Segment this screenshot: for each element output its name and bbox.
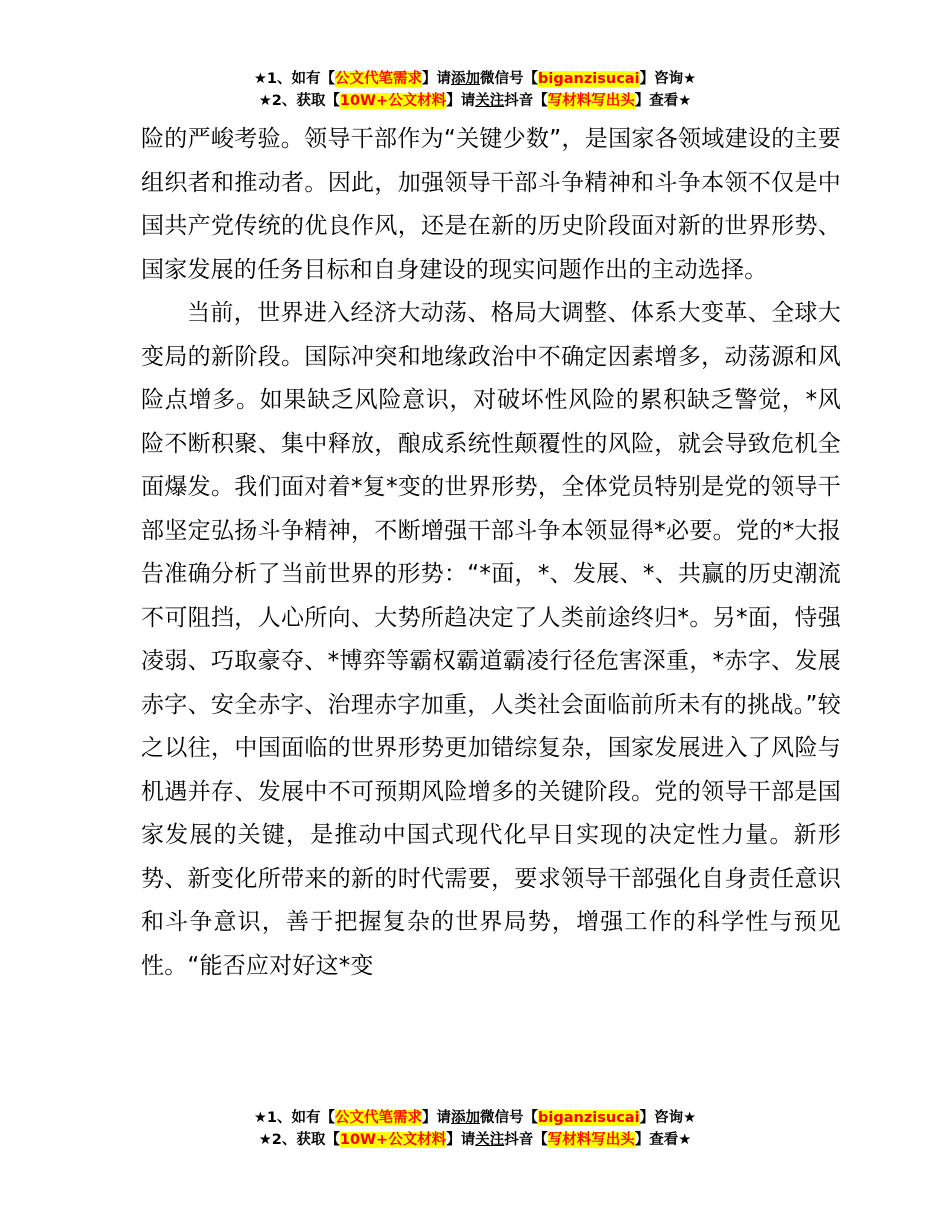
banner-text: 】请: [422, 71, 452, 87]
highlight-service: 公文代笔需求: [335, 1110, 423, 1126]
banner-text: 微信号【: [480, 71, 539, 87]
paragraph-1: 险的严峻考验。领导干部作为“关键少数”，是国家各领域建设的主要组织者和推动者。因此，加强领导干部斗争精神和斗争本领不仅是中国共产党传统的优良作风，还是在新的历史阶段面对新的世界形势、国家发展的任务目标和自身建设的现实问题作出的主动选择。: [141, 126, 841, 283]
banner-underlined-text: 添加: [451, 71, 481, 87]
banner-text: 抖音【: [504, 1132, 548, 1148]
banner-text: 】查看★: [634, 93, 692, 109]
banner-underlined-text: 添加: [451, 1110, 481, 1126]
banner-line-1: [0, 68, 950, 90]
banner-line-1: [0, 1107, 950, 1129]
document-body: [141, 118, 841, 988]
banner-line-2: [0, 90, 950, 112]
banner-text: 微信号【: [480, 1110, 539, 1126]
banner-text: ★1、如有【: [253, 71, 336, 87]
banner-text: 】咨询★: [639, 71, 697, 87]
highlight-wechat-id: biganzisucai: [538, 71, 640, 87]
footer-banner: [0, 1107, 950, 1151]
highlight-materials: 10W+公文材料: [339, 1132, 447, 1148]
banner-text: 】请: [446, 1132, 476, 1148]
highlight-douyin-account: 写材料写出头: [547, 1132, 635, 1148]
banner-underlined-text: 关注: [475, 1132, 505, 1148]
banner-text: ★1、如有【: [253, 1110, 336, 1126]
banner-text: 抖音【: [504, 93, 548, 109]
banner-text: ★2、获取【: [258, 1132, 340, 1148]
banner-line-2: [0, 1129, 950, 1151]
highlight-service: 公文代笔需求: [335, 71, 423, 87]
banner-underlined-text: 关注: [475, 93, 505, 109]
banner-text: 】查看★: [634, 1132, 692, 1148]
banner-text: 】请: [446, 93, 476, 109]
highlight-materials: 10W+公文材料: [339, 93, 447, 109]
highlight-wechat-id: biganzisucai: [538, 1110, 640, 1126]
header-banner: [0, 68, 950, 112]
banner-text: 】请: [422, 1110, 452, 1126]
banner-text: ★2、获取【: [258, 93, 340, 109]
highlight-douyin-account: 写材料写出头: [547, 93, 635, 109]
paragraph-2: 当前，世界进入经济大动荡、格局大调整、体系大变革、全球大变局的新阶段。国际冲突和地缘政治中不确定因素增多，动荡源和风险点增多。如果缺乏风险意识，对破坏性风险的累积缺乏警觉，*风险不断积聚、集中释放，酿成系统性颠覆性的风险，就会导致危机全面爆发。我们面对着*复*变的世界形势，全体党员特别是党的领导干部坚定弘扬斗争精神，不断增强干部斗争本领显得*必要。党的*大报告准确分析了当前世界的形势：“*面，*、发展、*、共赢的历史潮流不可阻挡，人心所向、大势所趋决定了人类前途终归*。另*面，恃强凌弱、巧取豪夺、*博弈等霸权霸道霸凌行径危害深重，*赤字、发展赤字、安全赤字、治理赤字加重，人类社会面临前所未有的挑战。”较之以往，中国面临的世界形势更加错综复杂，国家发展进入了风险与机遇并存、发展中不可预期风险增多的关键阶段。党的领导干部是国家发展的关键，是推动中国式现代化早日实现的决定性力量。新形势、新变化所带来的新的时代需要，要求领导干部强化自身责任意识和斗争意识，善于把握复杂的世界局势，增强工作的科学性与预见性。“能否应对好这*变: [141, 300, 841, 979]
banner-text: 】咨询★: [639, 1110, 697, 1126]
